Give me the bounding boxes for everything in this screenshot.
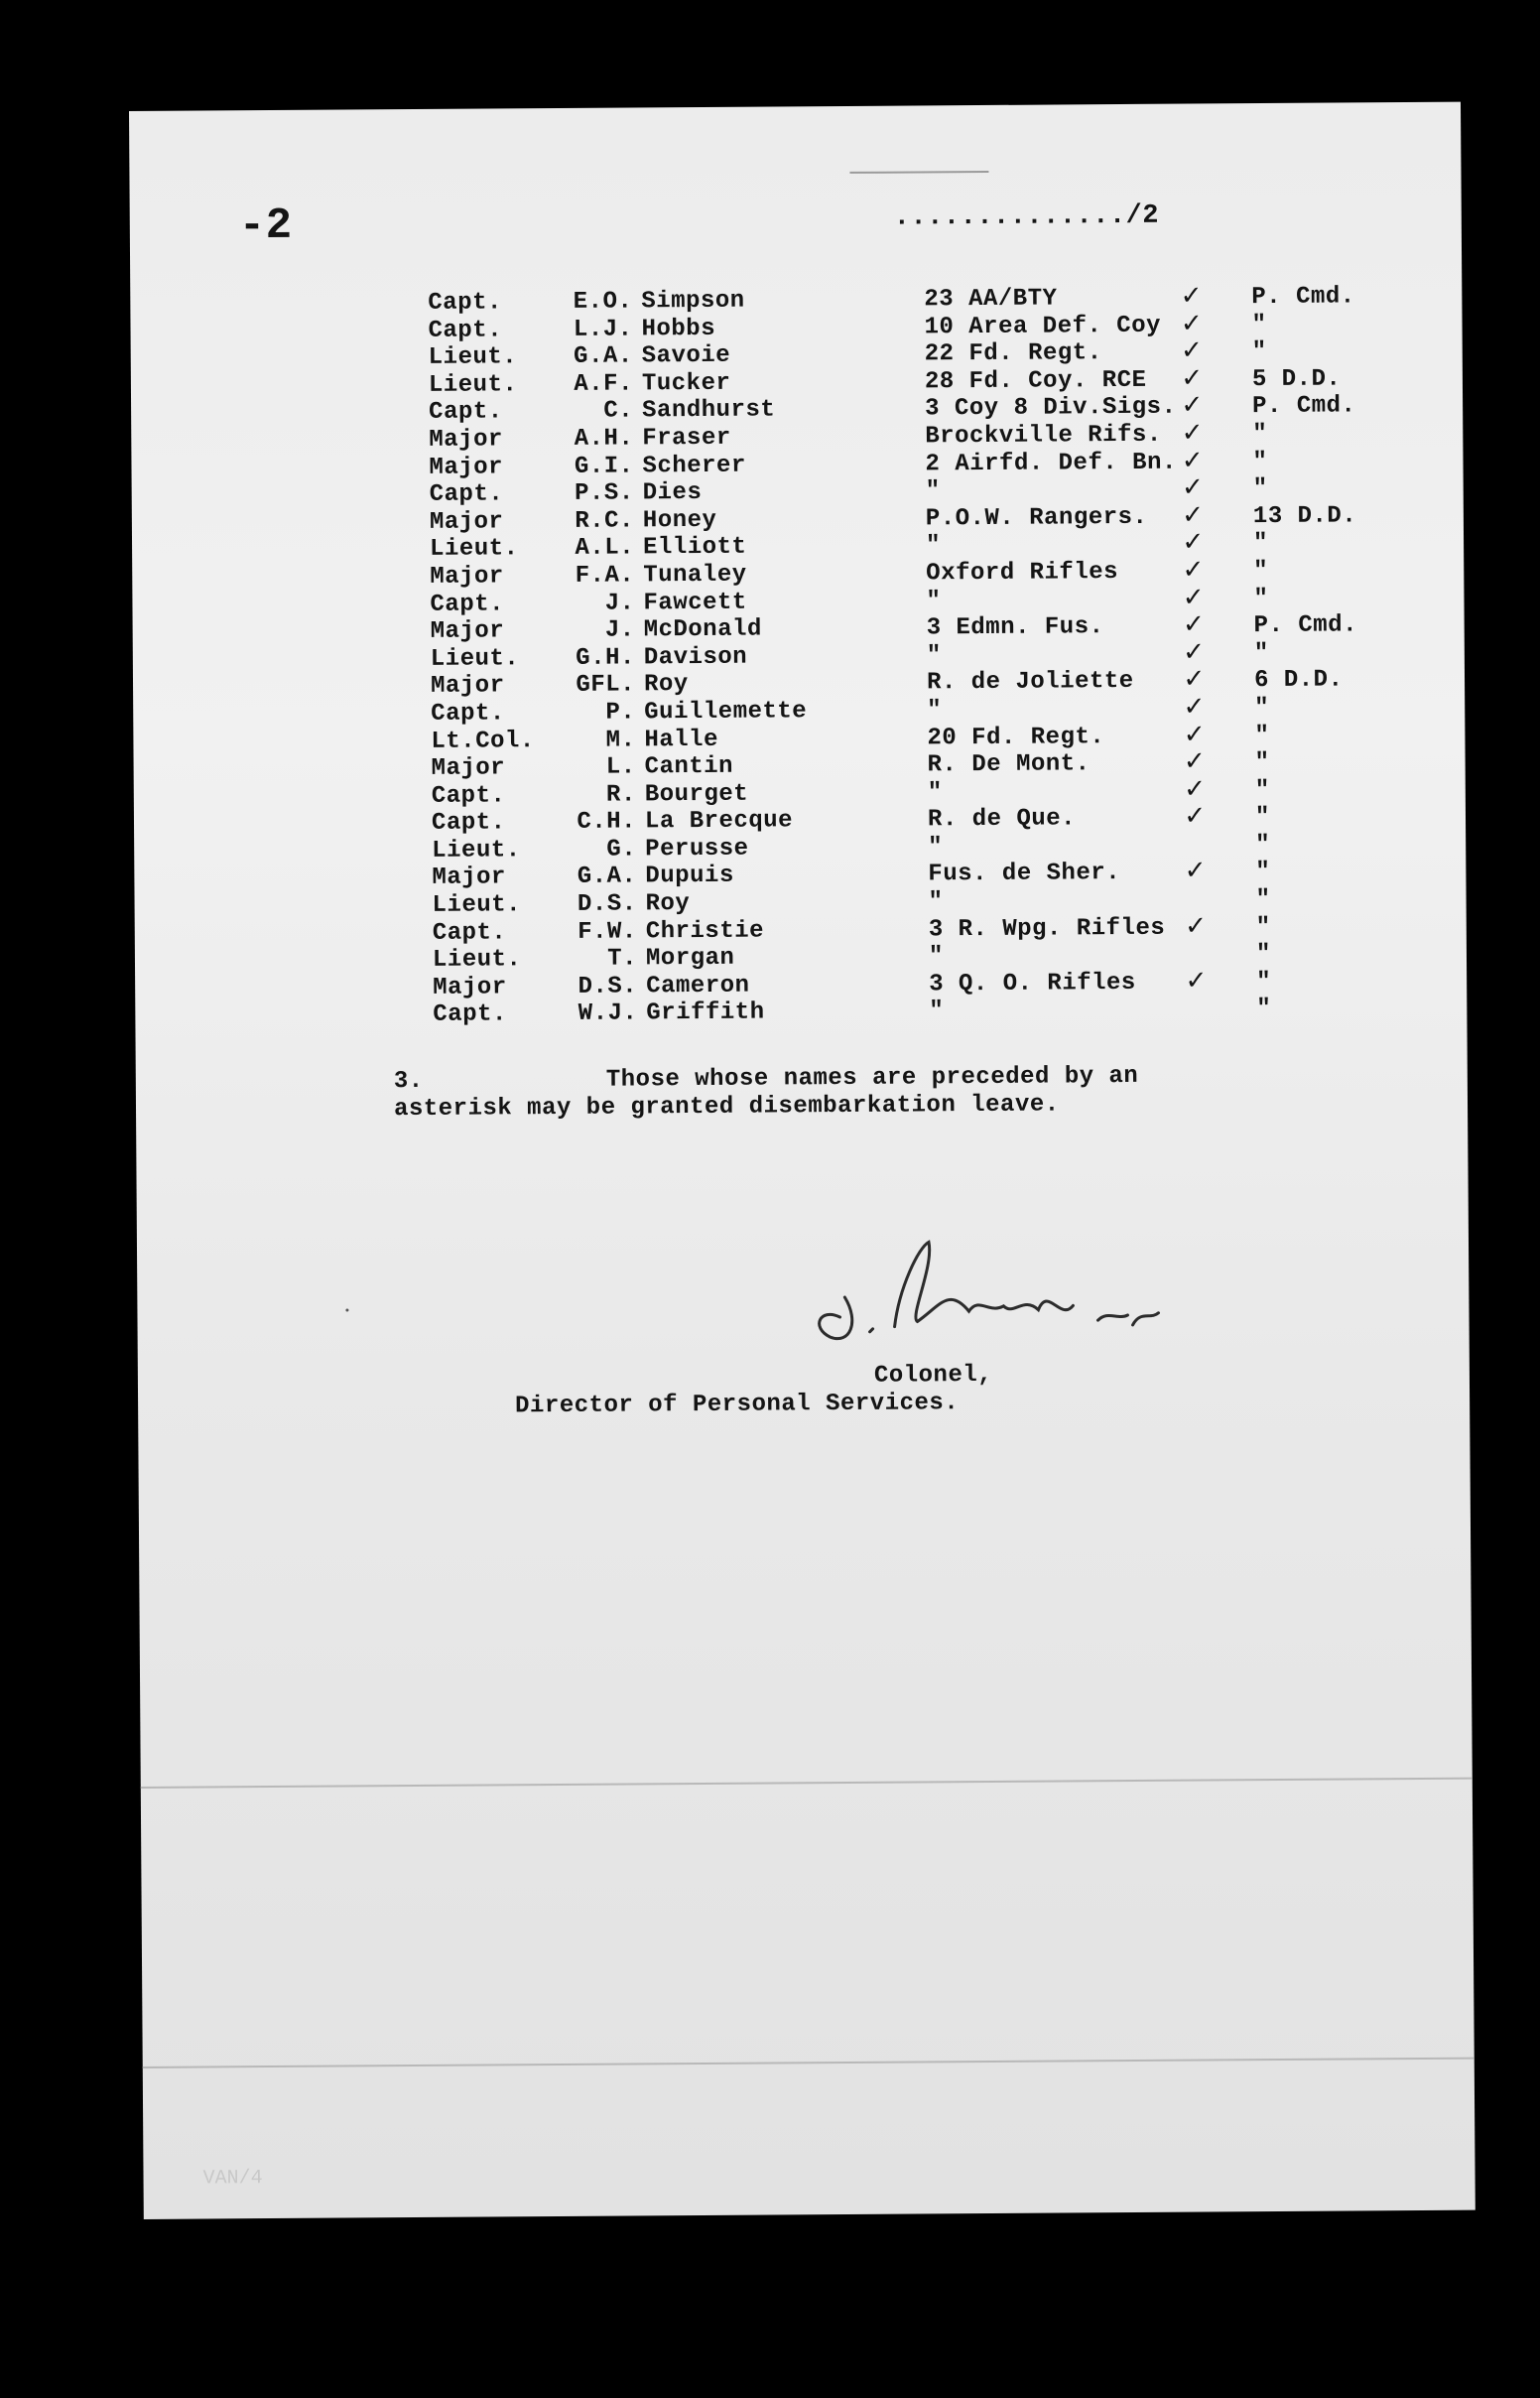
roster-unit: R. de Que. [927,805,1077,834]
roster-surname: Cantin [644,752,734,781]
roster-posting: " [1252,420,1268,449]
roster-rank: Capt. [429,398,503,427]
roster-surname: Savoie [641,341,731,370]
roster-posting: " [1254,694,1270,723]
roster-posting: " [1255,913,1271,941]
roster-unit: 3 R. Wpg. Rifles [928,914,1166,944]
roster-posting: " [1252,530,1269,558]
roster-posting: 6 D.D. [1253,666,1344,695]
roster-surname: Cameron [646,972,750,1000]
roster-surname: Bourget [644,780,749,809]
roster-rank: Major [429,453,504,481]
roster-unit: P.O.W. Rangers. [925,503,1148,533]
roster-initials: A.H. [574,425,634,453]
roster-rank: Lieut. [430,644,520,673]
roster-rank: Capt. [428,316,503,344]
officer-roster [428,280,1465,1029]
roster-checkmark: ✓ [1185,691,1204,726]
roster-checkmark: ✓ [1182,389,1202,424]
document-page [129,102,1476,2219]
roster-surname: McDonald [643,615,762,644]
roster-initials: F.W. [578,918,637,946]
roster-unit: " [928,943,944,971]
roster-surname: Scherer [642,452,746,479]
roster-surname: Simpson [641,287,745,316]
roster-checkmark: ✓ [1182,280,1202,315]
roster-checkmark: ✓ [1184,581,1204,616]
roster-surname: Sandhurst [642,396,776,425]
roster-rank: Capt. [431,782,506,810]
roster-initials: G.A. [574,342,633,371]
roster-rank: Major [429,426,503,454]
roster-initials: J. [604,589,635,617]
roster-posting: " [1255,941,1271,969]
roster-initials: L.J. [573,316,633,343]
roster-initials: C. [603,397,634,426]
roster-unit: 22 Fd. Regt. [924,339,1102,368]
roster-checkmark: ✓ [1183,417,1202,452]
roster-initials: E.O. [573,288,633,316]
roster-checkmark: ✓ [1185,773,1205,808]
roster-initials: J. [604,616,635,644]
roster-surname: Elliott [642,534,747,562]
roster-checkmark: ✓ [1183,526,1203,561]
roster-surname: Christie [645,917,765,946]
roster-initials: T. [607,945,638,973]
roster-initials: GFL. [576,671,636,700]
roster-surname: Perusse [645,835,749,864]
roster-unit: 20 Fd. Regt. [927,723,1105,751]
roster-posting: " [1254,749,1270,777]
roster-rank: Major [430,617,505,646]
roster-checkmark: ✓ [1187,965,1206,999]
roster-unit: " [929,998,945,1025]
roster-initials: A.L. [575,534,635,563]
roster-surname: Davison [643,643,748,672]
roster-unit: 10 Area Def. Coy [924,312,1162,341]
roster-unit: " [925,477,941,505]
footer-stamp: VAN/4 [202,2167,263,2191]
roster-surname: Tunaley [643,561,747,590]
roster-checkmark: ✓ [1183,471,1203,506]
roster-rank: Lieut. [432,946,522,975]
roster-surname: Morgan [645,945,735,973]
roster-surname: Tucker [641,369,731,398]
roster-unit: R. de Joliette [926,668,1134,697]
roster-initials: M. [605,726,636,754]
roster-unit: 3 Coy 8 Div.Sigs. [925,394,1177,423]
roster-unit: 2 Airfd. Def. Bn. [925,449,1177,477]
roster-unit: 28 Fd. Coy. RCE [924,366,1147,396]
roster-posting: 5 D.D. [1251,365,1342,393]
roster-checkmark: ✓ [1186,910,1206,945]
roster-posting: " [1256,968,1272,996]
roster-rank: Capt. [428,289,502,317]
roster-rank: Major [430,563,504,591]
roster-initials: R. [605,781,636,809]
roster-posting: P. Cmd. [1253,611,1358,640]
roster-posting: " [1256,996,1272,1023]
roster-initials: C.H. [577,808,637,837]
roster-unit: " [926,642,942,670]
roster-initials: G.A. [577,863,637,891]
roster-surname: La Brecque [644,807,794,836]
roster-rank: Lieut. [432,891,522,919]
roster-initials: R.C. [575,507,634,535]
roster-posting: " [1251,338,1267,366]
roster-rank: Capt. [429,480,504,509]
roster-checkmark: ✓ [1183,499,1203,534]
fold-line-lower [143,2058,1475,2068]
roster-initials: P. [605,699,636,727]
roster-initials: D.S. [578,973,638,1000]
roster-rank: Major [429,508,504,536]
roster-checkmark: ✓ [1182,308,1202,342]
roster-checkmark: ✓ [1184,554,1203,589]
roster-unit: " [927,697,943,725]
roster-posting: P. Cmd. [1251,283,1355,312]
roster-rank: Lieut. [429,535,519,564]
roster-checkmark: ✓ [1184,636,1204,671]
roster-unit: " [928,888,944,916]
roster-unit: 23 AA/BTY [924,285,1058,314]
roster-row [433,995,1465,1029]
signature-title: Director of Personal Services. [515,1390,960,1420]
roster-posting: " [1254,776,1270,804]
roster-posting: " [1253,557,1269,586]
roster-unit: Oxford Rifles [926,558,1119,588]
roster-rank: Lt.Col. [431,727,535,755]
roster-checkmark: ✓ [1185,800,1205,835]
roster-surname: Halle [644,726,719,753]
roster-unit: R. De Mont. [927,750,1091,779]
roster-posting: " [1252,448,1268,475]
roster-rank: Capt. [432,919,507,947]
roster-posting: 13 D.D. [1252,502,1357,530]
roster-unit: 3 Edmn. Fus. [926,613,1104,642]
roster-posting: P. Cmd. [1252,392,1356,421]
roster-surname: Fawcett [643,589,747,616]
roster-checkmark: ✓ [1186,855,1206,890]
roster-posting: " [1254,804,1270,832]
roster-initials: G.I. [574,453,634,480]
roster-checkmark: ✓ [1184,663,1204,698]
corner-mark: -2 [238,200,293,252]
roster-initials: L. [605,753,636,781]
roster-posting: " [1253,639,1269,667]
roster-rank: Capt. [430,590,505,618]
top-rule [849,171,988,174]
roster-rank: Lieut. [432,837,521,865]
paragraph-line-2: asterisk may be granted disembarkation leave. [393,1091,1060,1124]
roster-unit: " [928,834,944,862]
roster-checkmark: ✓ [1184,608,1204,643]
roster-unit: " [927,778,943,807]
roster-rank: Major [433,974,507,1001]
roster-initials: G.H. [576,644,635,672]
paragraph-number: 3. [393,1067,424,1096]
roster-rank: Capt. [431,700,505,728]
roster-posting: " [1255,886,1271,914]
roster-surname: Fraser [642,424,731,453]
roster-unit: 3 Q. O. Rifles [929,969,1136,999]
roster-initials: F.A. [575,562,635,590]
roster-surname: Hobbs [641,315,716,342]
roster-surname: Dupuis [645,863,734,890]
roster-unit: " [926,587,942,614]
roster-surname: Honey [642,506,717,535]
roster-rank: Major [432,864,507,892]
roster-posting: " [1254,722,1270,749]
roster-checkmark: ✓ [1182,334,1202,369]
roster-checkmark: ✓ [1185,745,1205,780]
paragraph-line-1: Those whose names are preceded by an [605,1062,1139,1094]
roster-initials: P.S. [574,479,634,508]
roster-rank: Major [430,672,505,701]
roster-rank: Major [431,754,506,782]
roster-initials: G. [606,836,637,864]
roster-surname: Dies [642,479,703,507]
roster-posting: " [1252,475,1268,503]
roster-surname: Roy [643,671,689,699]
roster-posting: " [1251,311,1267,338]
roster-rank: Lieut. [428,343,518,372]
roster-rank: Capt. [433,1000,507,1029]
roster-initials: W.J. [578,999,638,1028]
roster-checkmark: ✓ [1185,718,1205,753]
roster-checkmark: ✓ [1182,362,1202,397]
roster-unit: Brockville Rifs. [925,421,1162,451]
roster-unit: Fus. de Sher. [928,860,1121,888]
ink-speck [345,1308,348,1311]
page-reference: ............../2 [893,200,1160,233]
handwritten-signature [800,1225,1218,1387]
roster-surname: Guillemette [644,698,808,727]
roster-initials: A.F. [574,370,634,398]
paragraph-3 [393,1062,1208,1124]
roster-surname: Griffith [646,999,765,1027]
roster-checkmark: ✓ [1183,445,1203,479]
roster-rank: Capt. [431,809,506,838]
roster-initials: D.S. [577,890,637,918]
roster-posting: " [1255,831,1271,859]
signature-rank: Colonel, [873,1361,993,1390]
roster-posting: " [1253,585,1269,612]
roster-posting: " [1255,859,1271,886]
roster-surname: Roy [645,890,691,918]
roster-rank: Lieut. [428,371,518,399]
fold-line-upper [141,1778,1473,1789]
roster-unit: " [925,532,942,560]
